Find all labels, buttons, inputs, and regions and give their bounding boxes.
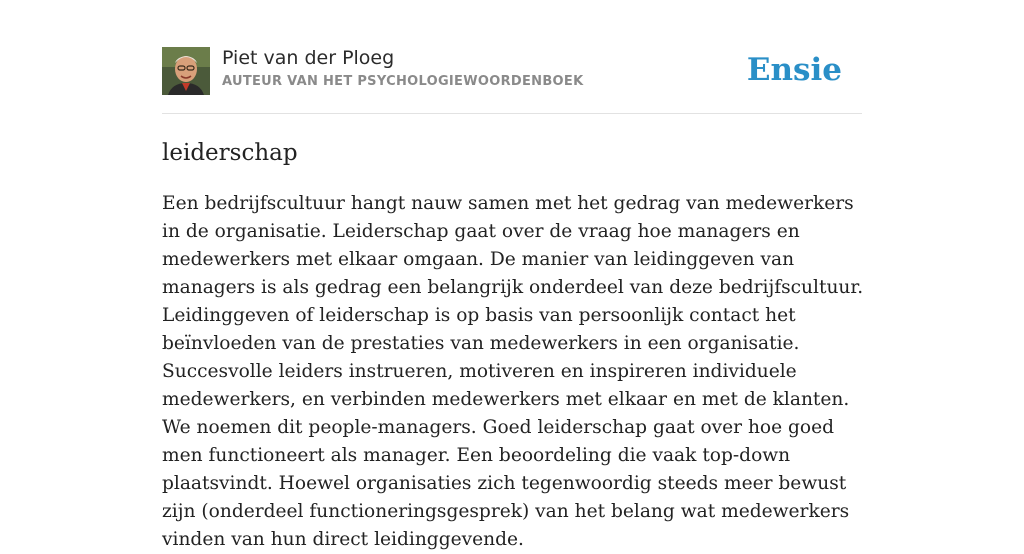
- article-body: Een bedrijfscultuur hangt nauw samen met het gedrag van medewerkers in de organisatie. Leiderschap gaat over de vraag hoe managers en medewerkers met elkaar omgaan. De manier van leidinggeven van managers is als gedrag een belangrijk onderdeel van deze bedrijfscultuur. Leidinggeven of leiderschap is op basis van persoonlijk contact het beïnvloeden van de prestaties van medewerkers in een organisatie. Succesvolle leiders instrueren, motiveren en inspireren individuele medewerkers, en verbinden medewerkers met elkaar en met de klanten. We noemen dit people-managers. Goed leiderschap gaat over hoe goed men functioneert als manager. Een beoordeling die vaak top-down plaatsvindt. Hoewel organisaties zich tegenwoordig steeds meer bewust zijn (onderdeel functioneringsgesprek) van het belang wat medewerkers vinden van hun direct leidinggevende.: [162, 193, 864, 550]
- author-header: [162, 46, 862, 96]
- ensie-logo[interactable]: Ensie: [746, 52, 842, 88]
- author-name[interactable]: Piet van der Ploeg: [222, 47, 395, 69]
- author-avatar[interactable]: [162, 47, 210, 95]
- author-role: AUTEUR VAN HET PSYCHOLOGIEWOORDENBOEK: [222, 74, 584, 89]
- avatar-photo: [162, 47, 210, 95]
- article-title: leiderschap: [162, 140, 298, 166]
- header-divider: [162, 113, 862, 114]
